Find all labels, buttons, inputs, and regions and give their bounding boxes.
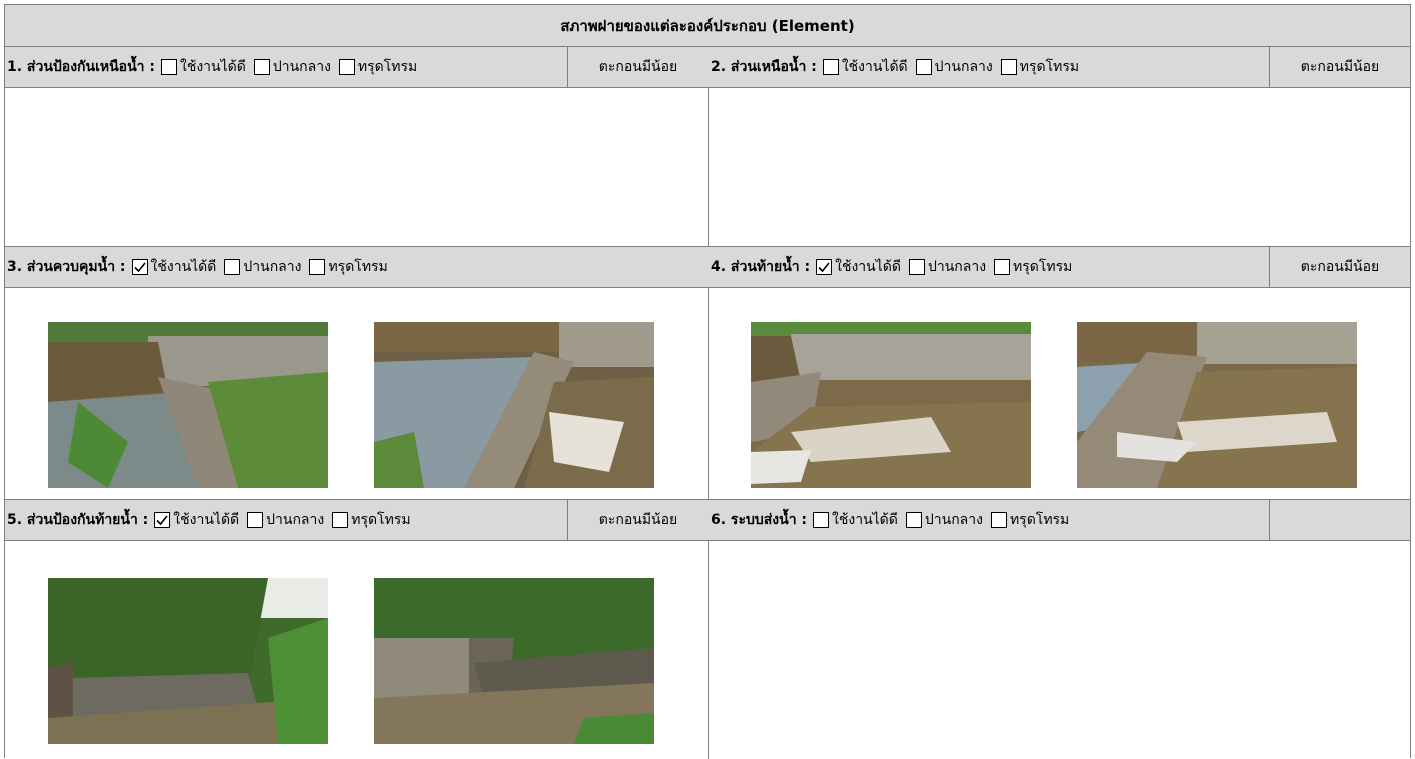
section-5-label: 5. ส่วนป้องกันท้ายน้ำ :: [7, 512, 149, 528]
column-divider: [708, 46, 709, 759]
section-4-option-poor[interactable]: ทรุดโทรม: [994, 256, 1072, 278]
empty-box-icon[interactable]: [909, 259, 925, 275]
empty-box-icon[interactable]: [906, 512, 922, 528]
empty-box-icon[interactable]: [332, 512, 348, 528]
header-row-1: [5, 46, 1410, 88]
section-6-option-fair[interactable]: ปานกลาง: [906, 509, 983, 531]
section-4-header: [711, 247, 1269, 287]
empty-box-icon[interactable]: [994, 259, 1010, 275]
section-1-option-poor[interactable]: ทรุดโทรม: [339, 56, 417, 78]
section-6-label: 6. ระบบส่งน้ำ :: [711, 512, 808, 528]
section-2-label: 2. ส่วนเหนือน้ำ :: [711, 59, 817, 75]
empty-box-icon[interactable]: [161, 59, 177, 75]
section-2-header: [711, 47, 1269, 87]
section-2-note: ตะกอนมีน้อย: [1269, 47, 1410, 87]
section-5-header: [7, 500, 567, 540]
checkmark-icon[interactable]: [154, 512, 170, 528]
section-5-option-poor[interactable]: ทรุดโทรม: [332, 509, 410, 531]
weir-downstream-photo-1: [751, 322, 1031, 488]
section-6-header: [711, 500, 1269, 540]
section-3-option-poor[interactable]: ทรุดโทรม: [309, 256, 387, 278]
section-4-label: 4. ส่วนท้ายน้ำ :: [711, 259, 811, 275]
condition-sheet: [4, 4, 1411, 758]
section-6-option-good[interactable]: ใช้งานได้ดี: [813, 509, 898, 531]
section-5-note: ตะกอนมีน้อย: [567, 500, 708, 540]
empty-box-icon[interactable]: [1001, 59, 1017, 75]
section-3-option-good[interactable]: ใช้งานได้ดี: [132, 256, 217, 278]
section-5-option-good[interactable]: ใช้งานได้ดี: [154, 509, 239, 531]
section-6-option-poor[interactable]: ทรุดโทรม: [991, 509, 1069, 531]
section-4-option-fair[interactable]: ปานกลาง: [909, 256, 986, 278]
empty-box-icon[interactable]: [339, 59, 355, 75]
section-1-option-good[interactable]: ใช้งานได้ดี: [161, 56, 246, 78]
empty-box-icon[interactable]: [991, 512, 1007, 528]
checkmark-icon[interactable]: [132, 259, 148, 275]
section-1-note: ตะกอนมีน้อย: [567, 47, 708, 87]
sheet-title: สภาพฝายของแต่ละองค์ประกอบ (Element): [5, 5, 1410, 47]
header-row-2: [5, 246, 1410, 288]
section-2-option-good[interactable]: ใช้งานได้ดี: [823, 56, 908, 78]
section-3-header: [7, 247, 707, 287]
section-3-option-fair[interactable]: ปานกลาง: [224, 256, 301, 278]
section-2-option-poor[interactable]: ทรุดโทรม: [1001, 56, 1079, 78]
checkmark-icon[interactable]: [816, 259, 832, 275]
section-4-note: ตะกอนมีน้อย: [1269, 247, 1410, 287]
section-1-option-fair[interactable]: ปานกลาง: [254, 56, 331, 78]
empty-box-icon[interactable]: [309, 259, 325, 275]
section-5-option-fair[interactable]: ปานกลาง: [247, 509, 324, 531]
weir-downstream-photo-2: [1077, 322, 1357, 488]
empty-box-icon[interactable]: [247, 512, 263, 528]
section-4-option-good[interactable]: ใช้งานได้ดี: [816, 256, 901, 278]
empty-box-icon[interactable]: [823, 59, 839, 75]
section-1-header: [7, 47, 567, 87]
downstream-protection-photo-1: [48, 578, 328, 744]
section-2-option-fair[interactable]: ปานกลาง: [916, 56, 993, 78]
downstream-protection-photo-2: [374, 578, 654, 744]
empty-box-icon[interactable]: [224, 259, 240, 275]
empty-box-icon[interactable]: [813, 512, 829, 528]
weir-control-photo-2: [374, 322, 654, 488]
empty-box-icon[interactable]: [254, 59, 270, 75]
section-6-note: [1269, 500, 1410, 540]
section-3-label: 3. ส่วนควบคุมน้ำ :: [7, 259, 126, 275]
section-1-label: 1. ส่วนป้องกันเหนือน้ำ :: [7, 59, 155, 75]
header-row-3: [5, 499, 1410, 541]
empty-box-icon[interactable]: [916, 59, 932, 75]
weir-control-photo-1: [48, 322, 328, 488]
